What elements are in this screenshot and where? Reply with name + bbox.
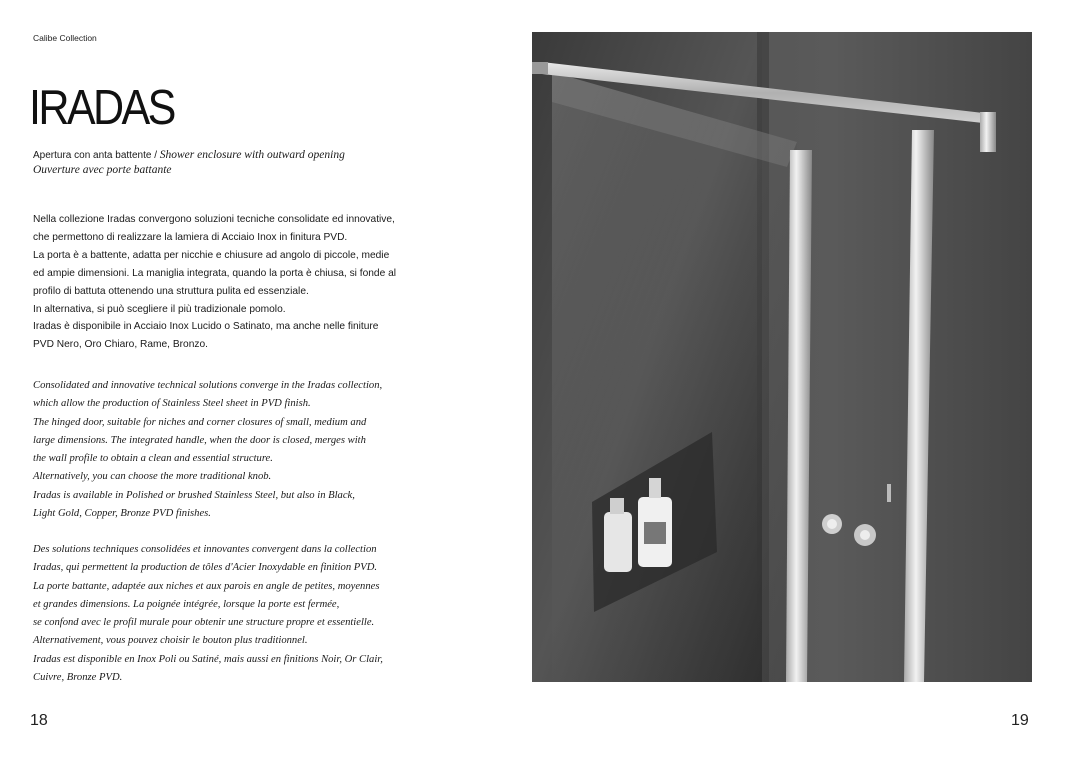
body-fr-line: Alternativement, vous pouvez choisir le bouton plus traditionnel.: [33, 635, 308, 647]
body-it-line: La porta è a battente, adatta per nicchie e chiusure ad angolo di piccole, medie: [33, 249, 390, 261]
body-en-line: Consolidated and innovative technical solutions converge in the Iradas collection,: [33, 380, 383, 391]
page-title: IRADAS: [29, 81, 174, 135]
subtitle-it: Apertura con anta battente /: [33, 150, 160, 161]
body-en-line: which allow the production of Stainless Steel sheet in PVD finish.: [33, 398, 311, 410]
body-italian: [33, 211, 433, 354]
body-it-line: profilo di battuta ottenendo una struttura pulita ed essenziale.: [33, 285, 309, 297]
body-en-line: Iradas is available in Polished or brushed Stainless Steel, but also in Black,: [33, 489, 355, 501]
collection-label: Calibe Collection: [33, 33, 97, 43]
page-number-left: 18: [30, 712, 48, 729]
body-english: [33, 377, 443, 523]
body-it-line: Nella collezione Iradas convergono soluzioni tecniche consolidate ed innovative,: [33, 214, 395, 225]
body-it-line: che permettono di realizzare la lamiera di Acciaio Inox in finitura PVD.: [33, 231, 348, 243]
body-fr-line: et grandes dimensions. La poignée intégrée, lorsque la porte est fermée,: [33, 598, 340, 610]
body-it-line: In alternativa, si può scegliere il più tradizionale pomolo.: [33, 303, 286, 315]
subtitle: [33, 148, 453, 178]
body-en-line: Light Gold, Copper, Bronze PVD finishes.: [33, 508, 211, 520]
body-it-line: ed ampie dimensioni. La maniglia integrata, quando la porta è chiusa, si fonde al: [33, 267, 397, 279]
shower-enclosure-photo: [532, 32, 1032, 682]
subtitle-en: Shower enclosure with outward opening: [159, 149, 345, 161]
body-en-line: Alternatively, you can choose the more traditional knob.: [33, 471, 272, 483]
page-number-right: 19: [1011, 712, 1029, 729]
body-it-line: PVD Nero, Oro Chiaro, Rame, Bronzo.: [33, 339, 208, 351]
subtitle-fr: Ouverture avec porte battante: [33, 164, 172, 176]
body-en-line: The hinged door, suitable for niches and corner closures of small, medium and: [33, 416, 367, 428]
body-it-line: Iradas è disponibile in Acciaio Inox Lucido o Satinato, ma anche nelle finiture: [33, 321, 379, 333]
body-en-line: the wall profile to obtain a clean and essential structure.: [33, 453, 273, 465]
body-en-line: large dimensions. The integrated handle, when the door is closed, merges with: [33, 434, 366, 446]
body-fr-line: Iradas est disponible en Inox Poli ou Satiné, mais aussi en finitions Noir, Or Clair,: [33, 653, 383, 665]
body-fr-line: La porte battante, adaptée aux niches et aux parois en angle de petites, moyennes: [33, 580, 380, 592]
body-fr-line: Iradas, qui permettent la production de tôles d'Acier Inoxydable en finition PVD.: [33, 562, 378, 574]
body-french: [33, 541, 453, 687]
body-fr-line: Cuivre, Bronze PVD.: [33, 672, 123, 684]
body-fr-line: Des solutions techniques consolidées et innovantes convergent dans la collection: [33, 544, 377, 555]
body-fr-line: se confond avec le profil murale pour obtenir une structure propre et essentielle.: [33, 617, 375, 629]
